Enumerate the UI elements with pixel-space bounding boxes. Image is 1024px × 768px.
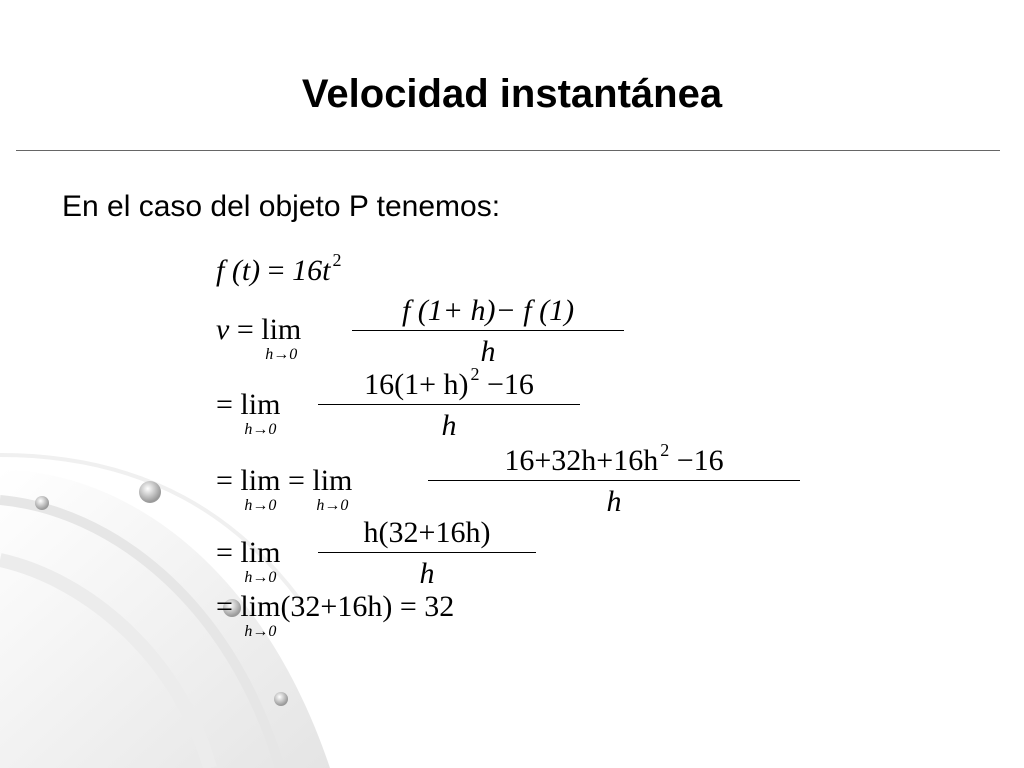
- numerator: f (1+ h)− f (1): [401, 294, 575, 327]
- decorative-sphere: [139, 481, 161, 503]
- numerator: h(32+16h): [363, 516, 491, 549]
- function-name: f: [216, 254, 225, 287]
- equals-sign: =: [216, 536, 233, 569]
- title-divider: [16, 150, 1000, 151]
- equation-line-1: [216, 250, 342, 287]
- fraction-line-3: [318, 364, 580, 442]
- equals-sign: =: [267, 254, 285, 287]
- equals-sign: =: [216, 590, 233, 623]
- fraction-line-4: [428, 440, 800, 518]
- limit-subscript: h→0: [244, 623, 277, 640]
- fraction-line-5: [318, 518, 536, 589]
- intro-text: En el caso del objeto P tenemos:: [62, 190, 501, 223]
- limit-word: lim: [261, 313, 302, 346]
- limit-subscript: h→0: [244, 421, 277, 438]
- limit-operator: [240, 592, 280, 640]
- limit-operator: [261, 315, 301, 363]
- limit-word: lim: [240, 464, 281, 497]
- denominator: h: [441, 409, 457, 442]
- exponent: 2: [660, 440, 670, 460]
- limit-word: lim: [240, 590, 281, 623]
- limit-subscript: h→0: [244, 569, 277, 586]
- numerator: [428, 440, 800, 477]
- limit-subscript: h→0: [265, 346, 298, 363]
- numerator: [318, 364, 580, 401]
- denominator: h: [419, 557, 435, 590]
- fraction-line-2: [352, 296, 624, 367]
- limit-subscript: h→0: [244, 497, 277, 514]
- limit-word: lim: [240, 388, 281, 421]
- equation-line-3: [216, 390, 280, 438]
- decorative-sphere: [274, 692, 288, 706]
- numerator-base: 16+32h+16h: [504, 444, 659, 477]
- limit-word: lim: [312, 464, 353, 497]
- final-expression: (32+16h) = 32: [280, 590, 455, 623]
- numerator-base: 16(1+ h): [364, 368, 469, 401]
- equation-line-6: [216, 592, 454, 640]
- equation-line-4: [216, 466, 352, 514]
- denominator: h: [606, 485, 622, 518]
- slide-title: Velocidad instantánea: [301, 72, 723, 116]
- denominator: h: [480, 335, 496, 368]
- equation-line-2: [216, 315, 301, 363]
- limit-operator: [240, 538, 280, 586]
- equals-sign: =: [287, 464, 305, 497]
- numerator-tail: −16: [479, 368, 534, 401]
- exponent: 2: [470, 364, 480, 384]
- fraction-bar: [318, 404, 580, 405]
- limit-operator: [240, 466, 280, 514]
- equation-line-5: [216, 538, 280, 586]
- rhs-expression: 16t: [292, 254, 331, 287]
- limit-operator: [312, 466, 352, 514]
- function-argument: (t): [231, 254, 261, 287]
- exponent: 2: [332, 250, 342, 270]
- fraction-bar: [352, 330, 624, 331]
- equals-sign: =: [216, 464, 233, 497]
- numerator-tail: −16: [669, 444, 724, 477]
- equals-sign: =: [236, 313, 254, 346]
- limit-word: lim: [240, 536, 281, 569]
- fraction-bar: [318, 552, 536, 553]
- decorative-sphere: [35, 496, 49, 510]
- limit-subscript: h→0: [316, 497, 349, 514]
- equals-sign: =: [216, 388, 233, 421]
- fraction-bar: [428, 480, 800, 481]
- limit-operator: [240, 390, 280, 438]
- velocity-symbol: v: [216, 313, 230, 346]
